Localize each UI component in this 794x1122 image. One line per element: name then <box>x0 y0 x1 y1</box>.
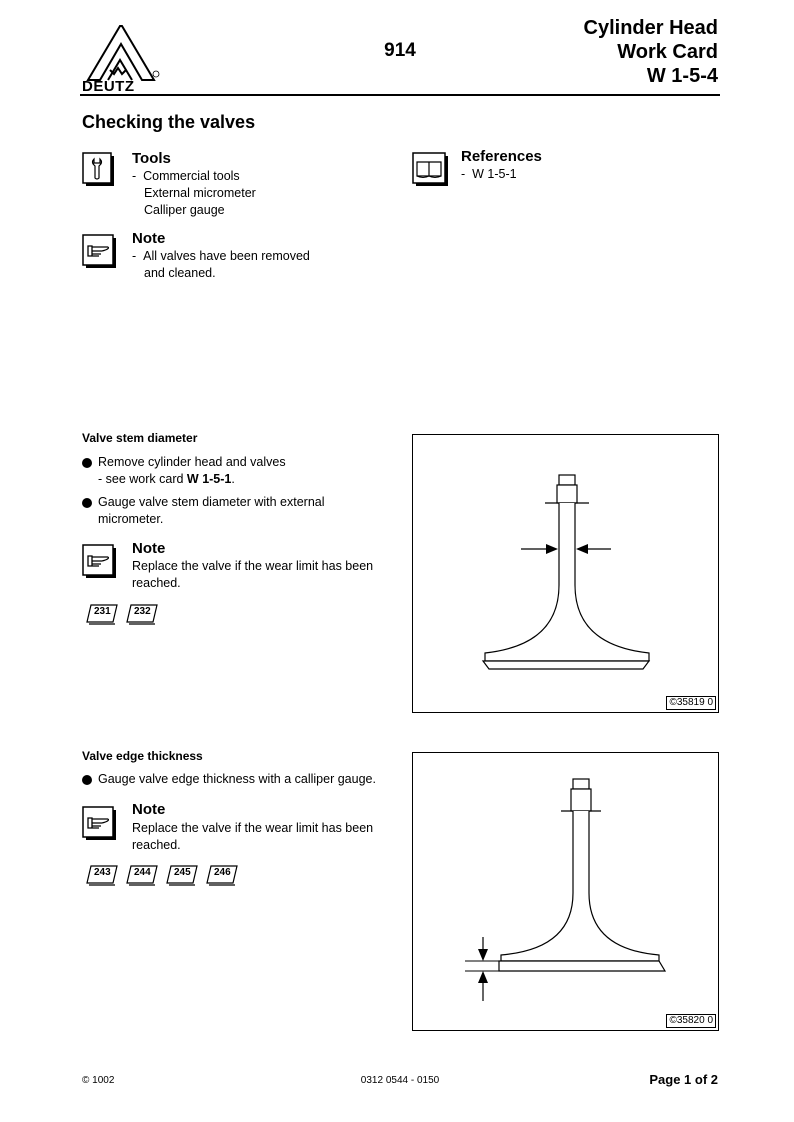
bullet-icon <box>82 498 92 508</box>
wrench-icon <box>82 152 116 186</box>
bullet-text: Gauge valve edge thickness with a calliper gauge. <box>98 772 376 786</box>
pointing-hand-icon <box>82 806 116 840</box>
reference-item: W 1-5-1 <box>472 167 517 181</box>
note-line: reached. <box>132 838 181 852</box>
note-line: and cleaned. <box>144 266 216 280</box>
note-text <box>132 820 373 854</box>
deutz-logo <box>80 22 162 96</box>
list-dash: - <box>132 169 137 183</box>
references-title: References <box>461 148 542 165</box>
page-number: Page 1 of 2 <box>649 1072 718 1087</box>
tools-title: Tools <box>132 150 171 167</box>
figure-id: ©35819 0 <box>666 696 716 710</box>
pointing-hand-icon <box>82 234 116 268</box>
note-title: Note <box>132 230 166 247</box>
book-reference-row <box>84 602 160 631</box>
footer-doc-number: 0312 0544 - 0150 <box>360 1075 440 1086</box>
pointing-hand-icon <box>82 544 116 578</box>
note-text <box>132 558 373 592</box>
book-ref-number: 231 <box>94 606 111 617</box>
note-line: All valves have been removed <box>143 249 310 263</box>
list-dash: - <box>461 167 466 181</box>
card-title <box>584 16 718 88</box>
bullet-item <box>82 771 402 788</box>
book-ref[interactable] <box>84 602 120 631</box>
note-title: Note <box>132 540 166 557</box>
valve-edge-diagram <box>413 753 718 1030</box>
title-line-3: W 1-5-4 <box>646 65 718 87</box>
tools-list <box>132 168 256 219</box>
book-ref[interactable] <box>204 863 240 892</box>
book-ref[interactable] <box>124 602 160 631</box>
bullet-text: Gauge valve stem diameter with external <box>98 495 325 509</box>
note-line: Replace the valve if the wear limit has been <box>132 559 374 573</box>
tools-item: Commercial tools <box>143 169 240 183</box>
footer-copyright: © 1002 <box>82 1075 115 1086</box>
valve-stem-diagram <box>413 435 718 712</box>
bullet-text: - see work card <box>98 472 187 486</box>
section-heading: Valve edge thickness <box>82 749 203 763</box>
book-reference-row <box>84 863 240 892</box>
book-icon <box>412 152 446 186</box>
bullet-text: . <box>231 472 235 486</box>
engine-model: 914 <box>384 40 416 61</box>
figure-id: ©35820 0 <box>666 1014 716 1028</box>
book-ref-number: 243 <box>94 867 111 878</box>
valve-stem-figure <box>412 434 719 713</box>
bullet-text: micrometer. <box>98 512 164 526</box>
book-ref-number: 244 <box>134 867 151 878</box>
header-rule <box>80 94 720 96</box>
bullet-item <box>82 494 402 528</box>
bullet-icon <box>82 458 92 468</box>
note-line: Replace the valve if the wear limit has been <box>132 821 374 835</box>
tools-item: External micrometer <box>144 186 256 200</box>
page-title: Checking the valves <box>82 112 256 132</box>
bullet-text: Remove cylinder head and valves <box>98 455 286 469</box>
logo-text: DEUTZ <box>82 78 135 95</box>
section2-bullets <box>82 771 402 788</box>
book-ref[interactable] <box>84 863 120 892</box>
valve-edge-figure <box>412 752 719 1031</box>
note-title: Note <box>132 801 166 818</box>
book-ref-number: 246 <box>214 867 231 878</box>
section1-bullets <box>82 454 402 528</box>
title-line-1: Cylinder Head <box>583 17 718 39</box>
title-line-2: Work Card <box>617 41 718 63</box>
bullet-icon <box>82 775 92 785</box>
book-ref[interactable] <box>124 863 160 892</box>
book-ref[interactable] <box>164 863 200 892</box>
book-ref-number: 245 <box>174 867 191 878</box>
work-card-ref: W 1-5-1 <box>186 472 232 486</box>
section-heading: Valve stem diameter <box>82 431 198 445</box>
note-text <box>132 248 310 282</box>
list-dash: - <box>132 249 137 263</box>
note-line: reached. <box>132 576 181 590</box>
references-list <box>461 166 517 183</box>
tools-item: Calliper gauge <box>144 203 225 217</box>
bullet-item <box>82 454 402 488</box>
book-ref-number: 232 <box>134 606 151 617</box>
